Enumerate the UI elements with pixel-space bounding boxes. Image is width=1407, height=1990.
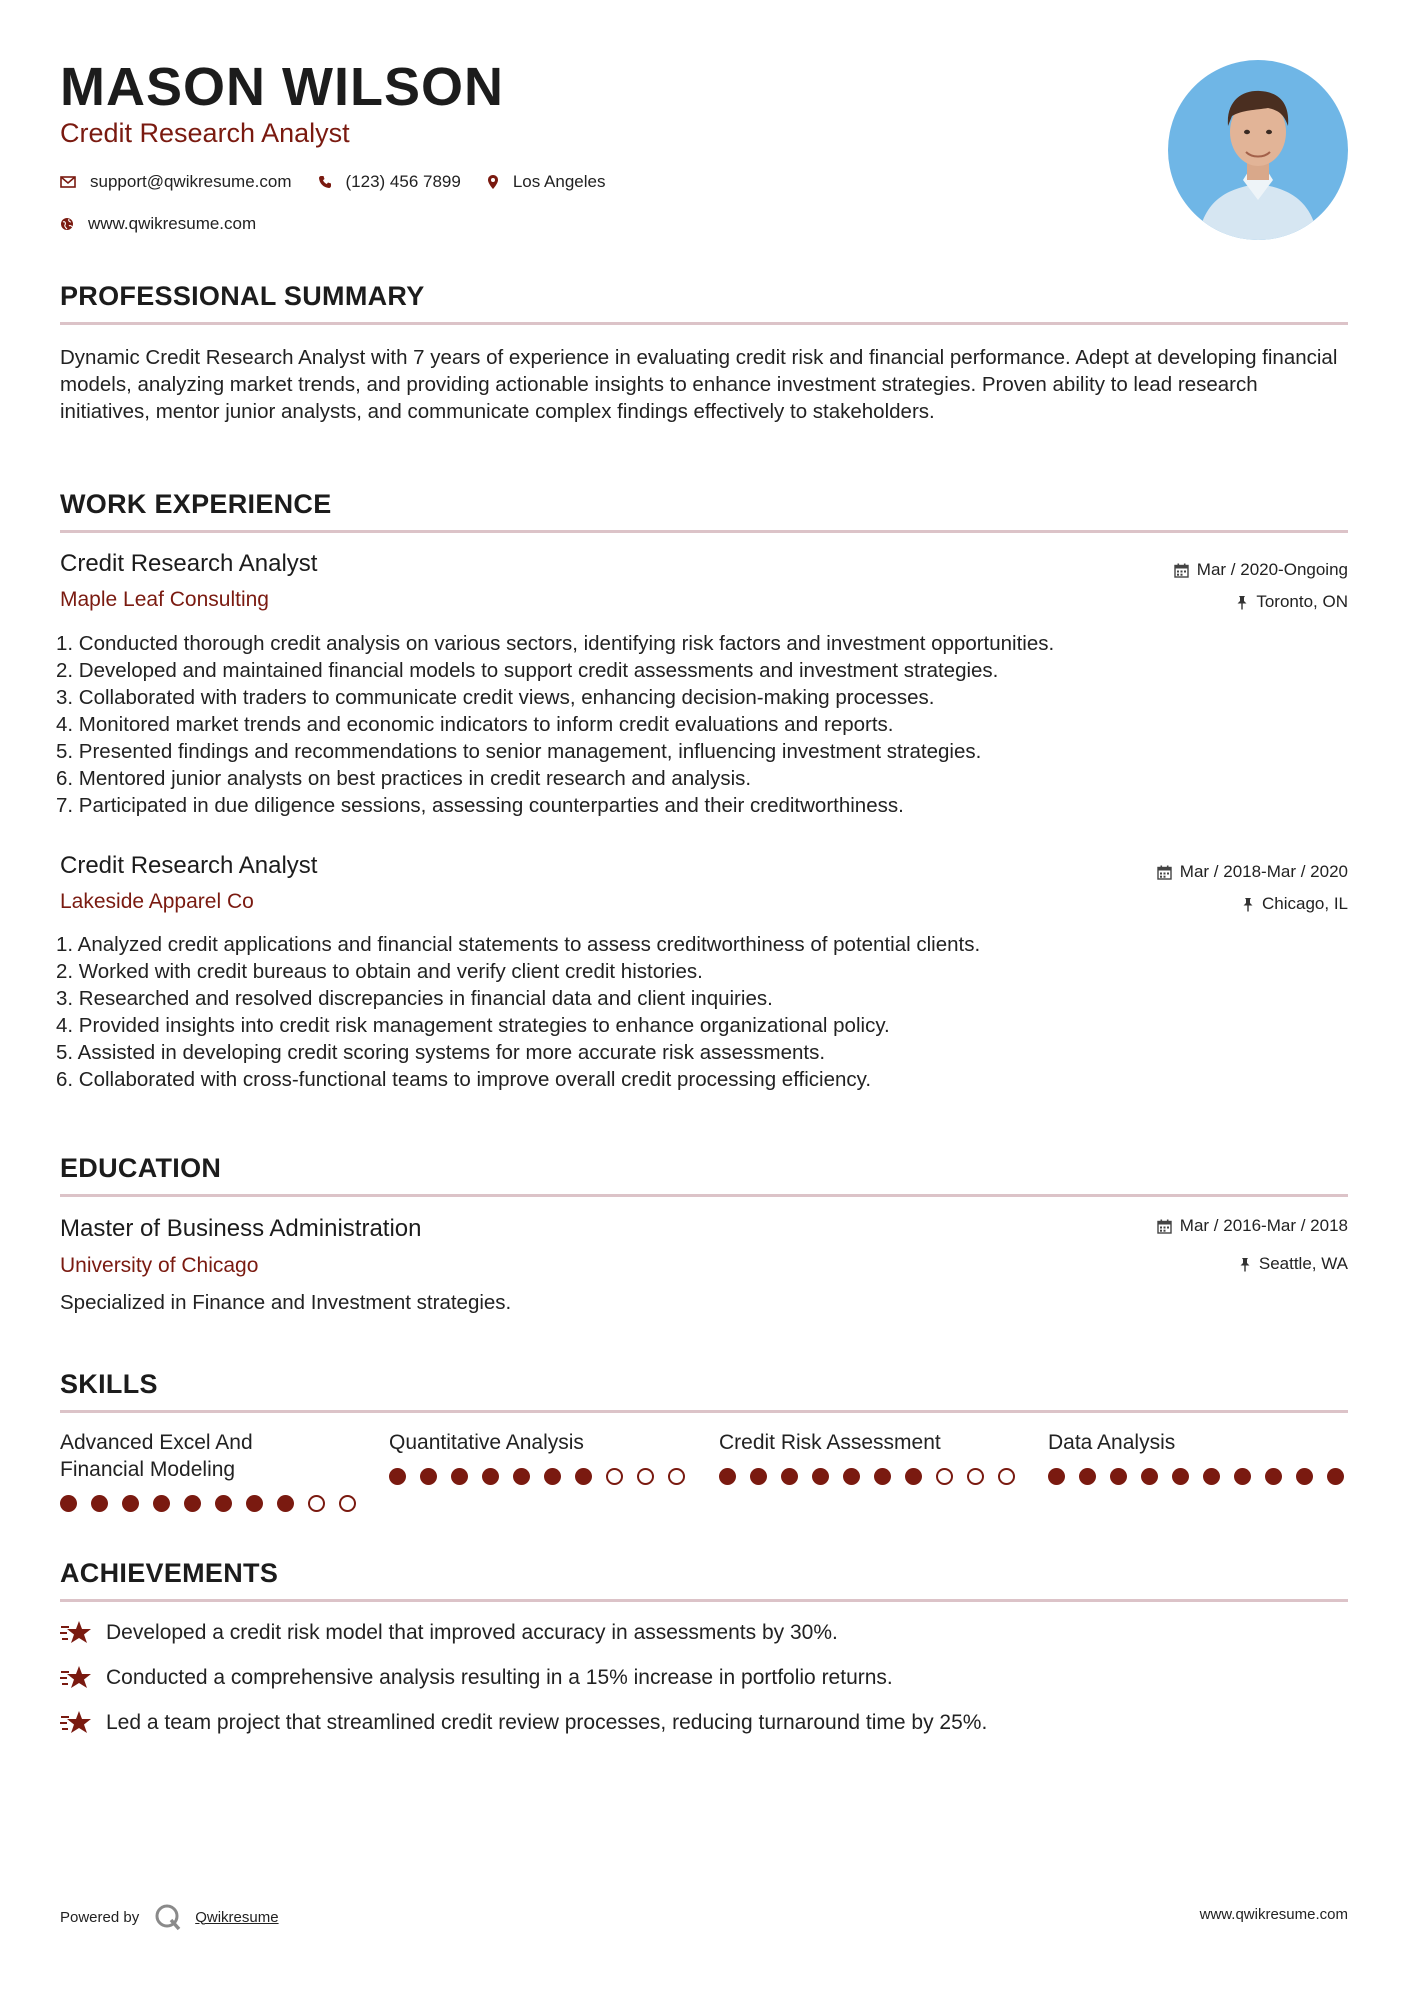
list-item: 6. Mentored junior analysts on best practices in credit research and analysis. bbox=[56, 767, 752, 790]
skill-item bbox=[719, 1429, 1019, 1485]
pushpin-icon bbox=[1239, 1257, 1251, 1272]
rating-dot-filled bbox=[544, 1468, 561, 1485]
job-dates bbox=[1174, 560, 1348, 580]
summary-text: Dynamic Credit Research Analyst with 7 years of experience in evaluating credit risk and financial performance. Adept at developing financial models, analyzing market trends, and providing actionable insights to enhance investment strategies. Proven ability to lead research initiatives, mentor junior analysts, and communicate complex findings effectively to stakeholders. bbox=[60, 346, 1338, 423]
rating-dot-filled bbox=[513, 1468, 530, 1485]
achievements-heading: ACHIEVEMENTS bbox=[60, 1558, 279, 1588]
contact-email[interactable] bbox=[60, 172, 292, 192]
contact-row-1 bbox=[60, 172, 631, 192]
achievement-text: Conducted a comprehensive analysis resulting in a 15% increase in portfolio returns. bbox=[106, 1666, 893, 1689]
job-responsibilities bbox=[56, 630, 1346, 819]
rating-dot-empty bbox=[668, 1468, 685, 1485]
rating-dot-filled bbox=[575, 1468, 592, 1485]
section-divider bbox=[60, 322, 1348, 325]
rating-dot-filled bbox=[1296, 1468, 1313, 1485]
education-dates bbox=[1157, 1216, 1348, 1236]
list-item: 4. Monitored market trends and economic indicators to inform credit evaluations and reports. bbox=[56, 713, 894, 736]
rating-dot-filled bbox=[277, 1495, 294, 1512]
experience-heading: WORK EXPERIENCE bbox=[60, 489, 332, 519]
achievement-item bbox=[60, 1665, 893, 1691]
rating-dot-filled bbox=[246, 1495, 263, 1512]
rating-dot-empty bbox=[998, 1468, 1015, 1485]
location-text: Los Angeles bbox=[512, 172, 606, 191]
education-location-text: Seattle, WA bbox=[1258, 1254, 1348, 1273]
summary-section-header bbox=[60, 281, 1348, 325]
job-dates bbox=[1157, 862, 1348, 882]
rating-dot-filled bbox=[719, 1468, 736, 1485]
rating-dot-empty bbox=[606, 1468, 623, 1485]
rating-dot-filled bbox=[420, 1468, 437, 1485]
rating-dot-filled bbox=[905, 1468, 922, 1485]
qwikresume-logo-icon bbox=[153, 1902, 183, 1932]
candidate-name: MASON WILSON bbox=[60, 57, 504, 117]
education-section-header bbox=[60, 1153, 1348, 1197]
rating-dot-filled bbox=[843, 1468, 860, 1485]
rating-dot-filled bbox=[451, 1468, 468, 1485]
achievement-text: Led a team project that streamlined credit review processes, reducing turnaround time by 25%. bbox=[106, 1711, 988, 1734]
candidate-title: Credit Research Analyst bbox=[60, 118, 350, 148]
rating-dot-filled bbox=[215, 1495, 232, 1512]
map-pin-icon bbox=[487, 174, 499, 190]
rating-dot-filled bbox=[1265, 1468, 1282, 1485]
contact-location bbox=[487, 172, 606, 192]
rating-dot-filled bbox=[60, 1495, 77, 1512]
rating-dot-empty bbox=[308, 1495, 325, 1512]
pushpin-icon bbox=[1242, 897, 1254, 912]
skill-name: Advanced Excel And Financial Modeling bbox=[60, 1431, 253, 1481]
experience-section-header bbox=[60, 489, 1348, 533]
job-location bbox=[1242, 894, 1348, 914]
section-divider bbox=[60, 1194, 1348, 1197]
degree-title: Master of Business Administration bbox=[60, 1215, 422, 1242]
list-item: 4. Provided insights into credit risk management strategies to enhance organizational policy. bbox=[56, 1014, 890, 1037]
rating-dot-filled bbox=[1079, 1468, 1096, 1485]
rating-dot-filled bbox=[781, 1468, 798, 1485]
list-item: 1. Conducted thorough credit analysis on various sectors, identifying risk factors and investment opportunities. bbox=[56, 632, 1055, 655]
footer-powered-by bbox=[60, 1902, 279, 1932]
job-location bbox=[1236, 592, 1348, 612]
skill-rating bbox=[60, 1495, 360, 1512]
job-title: Credit Research Analyst bbox=[60, 852, 318, 879]
rating-dot-filled bbox=[812, 1468, 829, 1485]
skill-item bbox=[1048, 1429, 1348, 1485]
skill-rating bbox=[389, 1468, 689, 1485]
contact-phone[interactable] bbox=[318, 172, 461, 192]
rating-dot-filled bbox=[482, 1468, 499, 1485]
star-award-icon bbox=[60, 1665, 92, 1691]
rating-dot-filled bbox=[874, 1468, 891, 1485]
globe-icon bbox=[60, 217, 74, 231]
list-item: 2. Worked with credit bureaus to obtain and verify client credit histories. bbox=[56, 960, 703, 983]
summary-heading: PROFESSIONAL SUMMARY bbox=[60, 281, 425, 311]
star-award-icon bbox=[60, 1620, 92, 1646]
skill-rating bbox=[719, 1468, 1019, 1485]
skill-name: Quantitative Analysis bbox=[389, 1431, 584, 1454]
achievement-item bbox=[60, 1710, 987, 1736]
job-responsibilities bbox=[56, 931, 1346, 1093]
company-name: Lakeside Apparel Co bbox=[60, 890, 254, 913]
rating-dot-filled bbox=[184, 1495, 201, 1512]
list-item: 1. Analyzed credit applications and financial statements to assess creditworthiness of potential clients. bbox=[56, 933, 981, 956]
rating-dot-empty bbox=[967, 1468, 984, 1485]
website-text: www.qwikresume.com bbox=[88, 214, 257, 233]
achievement-text: Developed a credit risk model that improved accuracy in assessments by 30%. bbox=[106, 1621, 838, 1644]
school-name: University of Chicago bbox=[60, 1254, 259, 1277]
rating-dot-filled bbox=[91, 1495, 108, 1512]
section-divider bbox=[60, 1599, 1348, 1602]
list-item: 7. Participated in due diligence sessions, assessing counterparties and their creditworthiness. bbox=[56, 794, 904, 817]
rating-dot-filled bbox=[1234, 1468, 1251, 1485]
skills-heading: SKILLS bbox=[60, 1369, 158, 1399]
rating-dot-filled bbox=[1203, 1468, 1220, 1485]
calendar-icon bbox=[1157, 1219, 1172, 1234]
profile-photo bbox=[1168, 60, 1348, 240]
contact-row-2 bbox=[60, 214, 282, 234]
phone-icon bbox=[318, 175, 332, 189]
list-item: 5. Presented findings and recommendations to senior management, influencing investment strategies. bbox=[56, 740, 982, 763]
company-name: Maple Leaf Consulting bbox=[60, 588, 269, 611]
skill-item bbox=[389, 1429, 689, 1485]
job-title: Credit Research Analyst bbox=[60, 550, 318, 577]
education-heading: EDUCATION bbox=[60, 1153, 222, 1183]
skill-rating bbox=[1048, 1468, 1348, 1485]
rating-dot-filled bbox=[1110, 1468, 1127, 1485]
rating-dot-filled bbox=[389, 1468, 406, 1485]
job-dates-text: Mar / 2018-Mar / 2020 bbox=[1179, 862, 1348, 881]
job-location-text: Toronto, ON bbox=[1256, 592, 1348, 611]
rating-dot-empty bbox=[339, 1495, 356, 1512]
achievement-item bbox=[60, 1620, 838, 1646]
rating-dot-filled bbox=[750, 1468, 767, 1485]
calendar-icon bbox=[1174, 563, 1189, 578]
job-dates-text: Mar / 2020-Ongoing bbox=[1196, 560, 1348, 579]
section-divider bbox=[60, 1410, 1348, 1413]
list-item: 2. Developed and maintained financial models to support credit assessments and investment strategies. bbox=[56, 659, 999, 682]
rating-dot-filled bbox=[1048, 1468, 1065, 1485]
phone-text: (123) 456 7899 bbox=[345, 172, 461, 191]
skill-item bbox=[60, 1429, 360, 1512]
list-item: 3. Researched and resolved discrepancies in financial data and client inquiries. bbox=[56, 987, 773, 1010]
skill-name: Credit Risk Assessment bbox=[719, 1431, 941, 1454]
education-dates-text: Mar / 2016-Mar / 2018 bbox=[1179, 1216, 1348, 1235]
achievements-section-header bbox=[60, 1558, 1348, 1602]
list-item: 6. Collaborated with cross-functional teams to improve overall credit processing efficiency. bbox=[56, 1068, 872, 1091]
skill-name: Data Analysis bbox=[1048, 1431, 1176, 1454]
job-location-text: Chicago, IL bbox=[1262, 894, 1348, 913]
list-item: 5. Assisted in developing credit scoring systems for more accurate risk assessments. bbox=[56, 1041, 826, 1064]
education-location bbox=[1239, 1254, 1348, 1274]
section-divider bbox=[60, 530, 1348, 533]
rating-dot-filled bbox=[1172, 1468, 1189, 1485]
email-text: support@qwikresume.com bbox=[90, 172, 292, 191]
rating-dot-empty bbox=[936, 1468, 953, 1485]
envelope-icon bbox=[60, 176, 76, 188]
calendar-icon bbox=[1157, 865, 1172, 880]
education-detail: Specialized in Finance and Investment strategies. bbox=[60, 1291, 512, 1314]
rating-dot-empty bbox=[637, 1468, 654, 1485]
pushpin-icon bbox=[1236, 595, 1248, 610]
skills-section-header bbox=[60, 1369, 1348, 1413]
contact-website[interactable] bbox=[60, 214, 256, 234]
powered-by-label: Powered by bbox=[60, 1908, 140, 1926]
rating-dot-filled bbox=[122, 1495, 139, 1512]
list-item: 3. Collaborated with traders to communicate credit views, enhancing decision-making processes. bbox=[56, 686, 935, 709]
footer-url[interactable]: www.qwikresume.com bbox=[1199, 1906, 1348, 1923]
rating-dot-filled bbox=[1141, 1468, 1158, 1485]
brand-link[interactable]: Qwikresume bbox=[195, 1908, 279, 1926]
rating-dot-filled bbox=[1327, 1468, 1344, 1485]
rating-dot-filled bbox=[153, 1495, 170, 1512]
star-award-icon bbox=[60, 1710, 92, 1736]
